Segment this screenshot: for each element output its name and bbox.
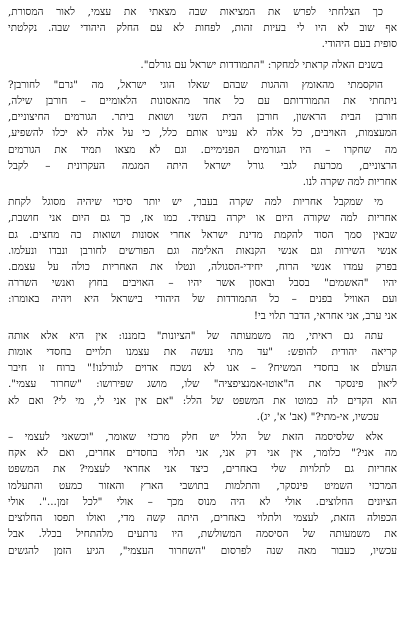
text-line: אני ערב, אני אחראי, הדבר תלוי בי!	[253, 309, 397, 322]
text-line: אנשי השירות וגם אנשי הקנאות האלימה וגם הפורשים לחורבן ונבדו ונעלמו.	[8, 244, 397, 257]
text-line: קריאה יהודית להופש: "עד מתי נעשה את עצמנו תלויים בחסדי אומות	[8, 346, 397, 359]
text-line: אלא שלסיסמה הזאת של הלל יש חלק מרכזי שאומר, "וכשאני לעצמי –	[8, 431, 383, 444]
text-line: העולם או בחסדי המשיח? – אנו לא נשכח אדוים לגורלנו!" ברוח זו חיבר	[8, 362, 397, 375]
text-line: יהיו "האשמים" בסבל ובאסון אשר יהיו – האויבים בחוץ ואנשי השררה	[8, 277, 397, 290]
text-line: כך הצלחתי לפרש את המציאות שבה מצאתי את עצמי, לאור המסורת,	[8, 6, 383, 18]
paragraph-responsibility	[8, 194, 397, 324]
text-line: ליאון פינסקר את ה"אוטו-אמנציפציה" שלו, מושג שפירושו: "שחרור עצמי".	[8, 378, 397, 391]
paragraph-self-redemption	[8, 328, 397, 425]
text-line: מי שמקבל אחריות למה שקרה בעבר, יש יותר סיכוי שיהיה מסוגל לקחת	[8, 196, 383, 209]
paragraph-research	[8, 77, 397, 190]
paragraph-intro	[8, 4, 397, 53]
text-line: שבאין סמך הסוד להקמת מדינת ישראל אחרי אסונות ושואות כה מחצים. גם	[8, 228, 397, 241]
text-line: הוקסמתי מהאומץ וההגות שבהם שאלו הוגי ישראל, מה "גרם" לחורבן?	[8, 78, 383, 91]
text-line: אחריות למה שקורה היום או יקרה בעתיד. כמו אז, כך גם היום אני חושבת,	[8, 212, 397, 225]
text-line: עכשיו, כעבור מאה שנה לפרסום "השחרור העצמי", הגיע הזמן להגשים	[8, 544, 397, 557]
paragraph-hillel	[8, 429, 397, 559]
text-line: את משמעותה של הסיסמה המשולשת, היו נרתעים מלהתחיל בכלל. אבל	[8, 528, 397, 541]
text-line: אף שוב לא היו לי בעיות זהות, לפחות לא עם החלק היהודי שבה. נקלטתי	[8, 22, 397, 35]
text-line: חורבן הבית הראשון, חורבן הבית השני ושואת ביתר. הגורמים החיצוניים,	[8, 111, 397, 124]
text-line: ניתחתי את התמודדותם עם כל אחד מהאסונות הלאומיים – חורבן שילה,	[8, 95, 397, 108]
text-line: עתה גם ראיתי, מה משמעותה של "הציונות" בזמננו: אין היא אלא אותה	[8, 329, 383, 342]
text-line: עכשיו, אי-מתי?" (אב' א', יג).	[256, 410, 379, 423]
text-line: אחריות גם לתלויות שלי באחרים, כיצד אני אחראי לעצמי? את המשפט	[8, 463, 397, 476]
text-line: אחריות למה שקרה לנו.	[302, 176, 397, 189]
text-line: מה אני?" כלומר, אין אני דק אני, אני תלוי בחסדים אחרים, ואם לא אקח	[8, 447, 397, 460]
text-line: בשנים האלה קראתי למחקר: "התמודדות ישראל עם גורלם".	[140, 58, 383, 71]
text-line: המרכזי השמיט פינסקר, והתלמות בתושבי הארץ והאזור כמעט והתעלמו	[8, 479, 397, 492]
text-line: הציונים החלוצים. אולי לא היה מנוס מכך – אולי "לכל זמן...". אולי	[8, 495, 397, 508]
paragraph-years	[8, 57, 397, 73]
text-line: המעצמות, האויבים, כל אלה לא עניינו אותם כלל, כי על אלה לא יכלו להשפיע,	[8, 127, 397, 140]
text-line: ועם האוויל בפנים – כל התמודדות של היהודי בישראל היא ויהיה באומרו:	[8, 293, 397, 306]
text-line: מה שחקרו – היו הגורמים הפנימיים. וגם לא מצאו תמיד את הגורמים	[8, 143, 397, 156]
text-line: הכפולה הזאת, לעצמי ולתלוי באחרים, היתה קשה מדי, ואולו תפסו החלוצים	[8, 512, 397, 525]
text-line: בפרק עמדו אנשי הרוח, יחידי-הסגולה, ונטלו את האחריות כולה על עצמם.	[8, 261, 397, 274]
text-line: הוא הקדים לה כמוטו את המשפט של הלל: "אם אין אני לי, מי לי? ואם לא	[8, 394, 397, 407]
text-line: הרצוניים, מכרעת לגבי גורל ישראל היתה המגמה העקרונית – לקבל	[8, 159, 397, 172]
text-line: סופית בעם היהודי.	[321, 38, 397, 51]
